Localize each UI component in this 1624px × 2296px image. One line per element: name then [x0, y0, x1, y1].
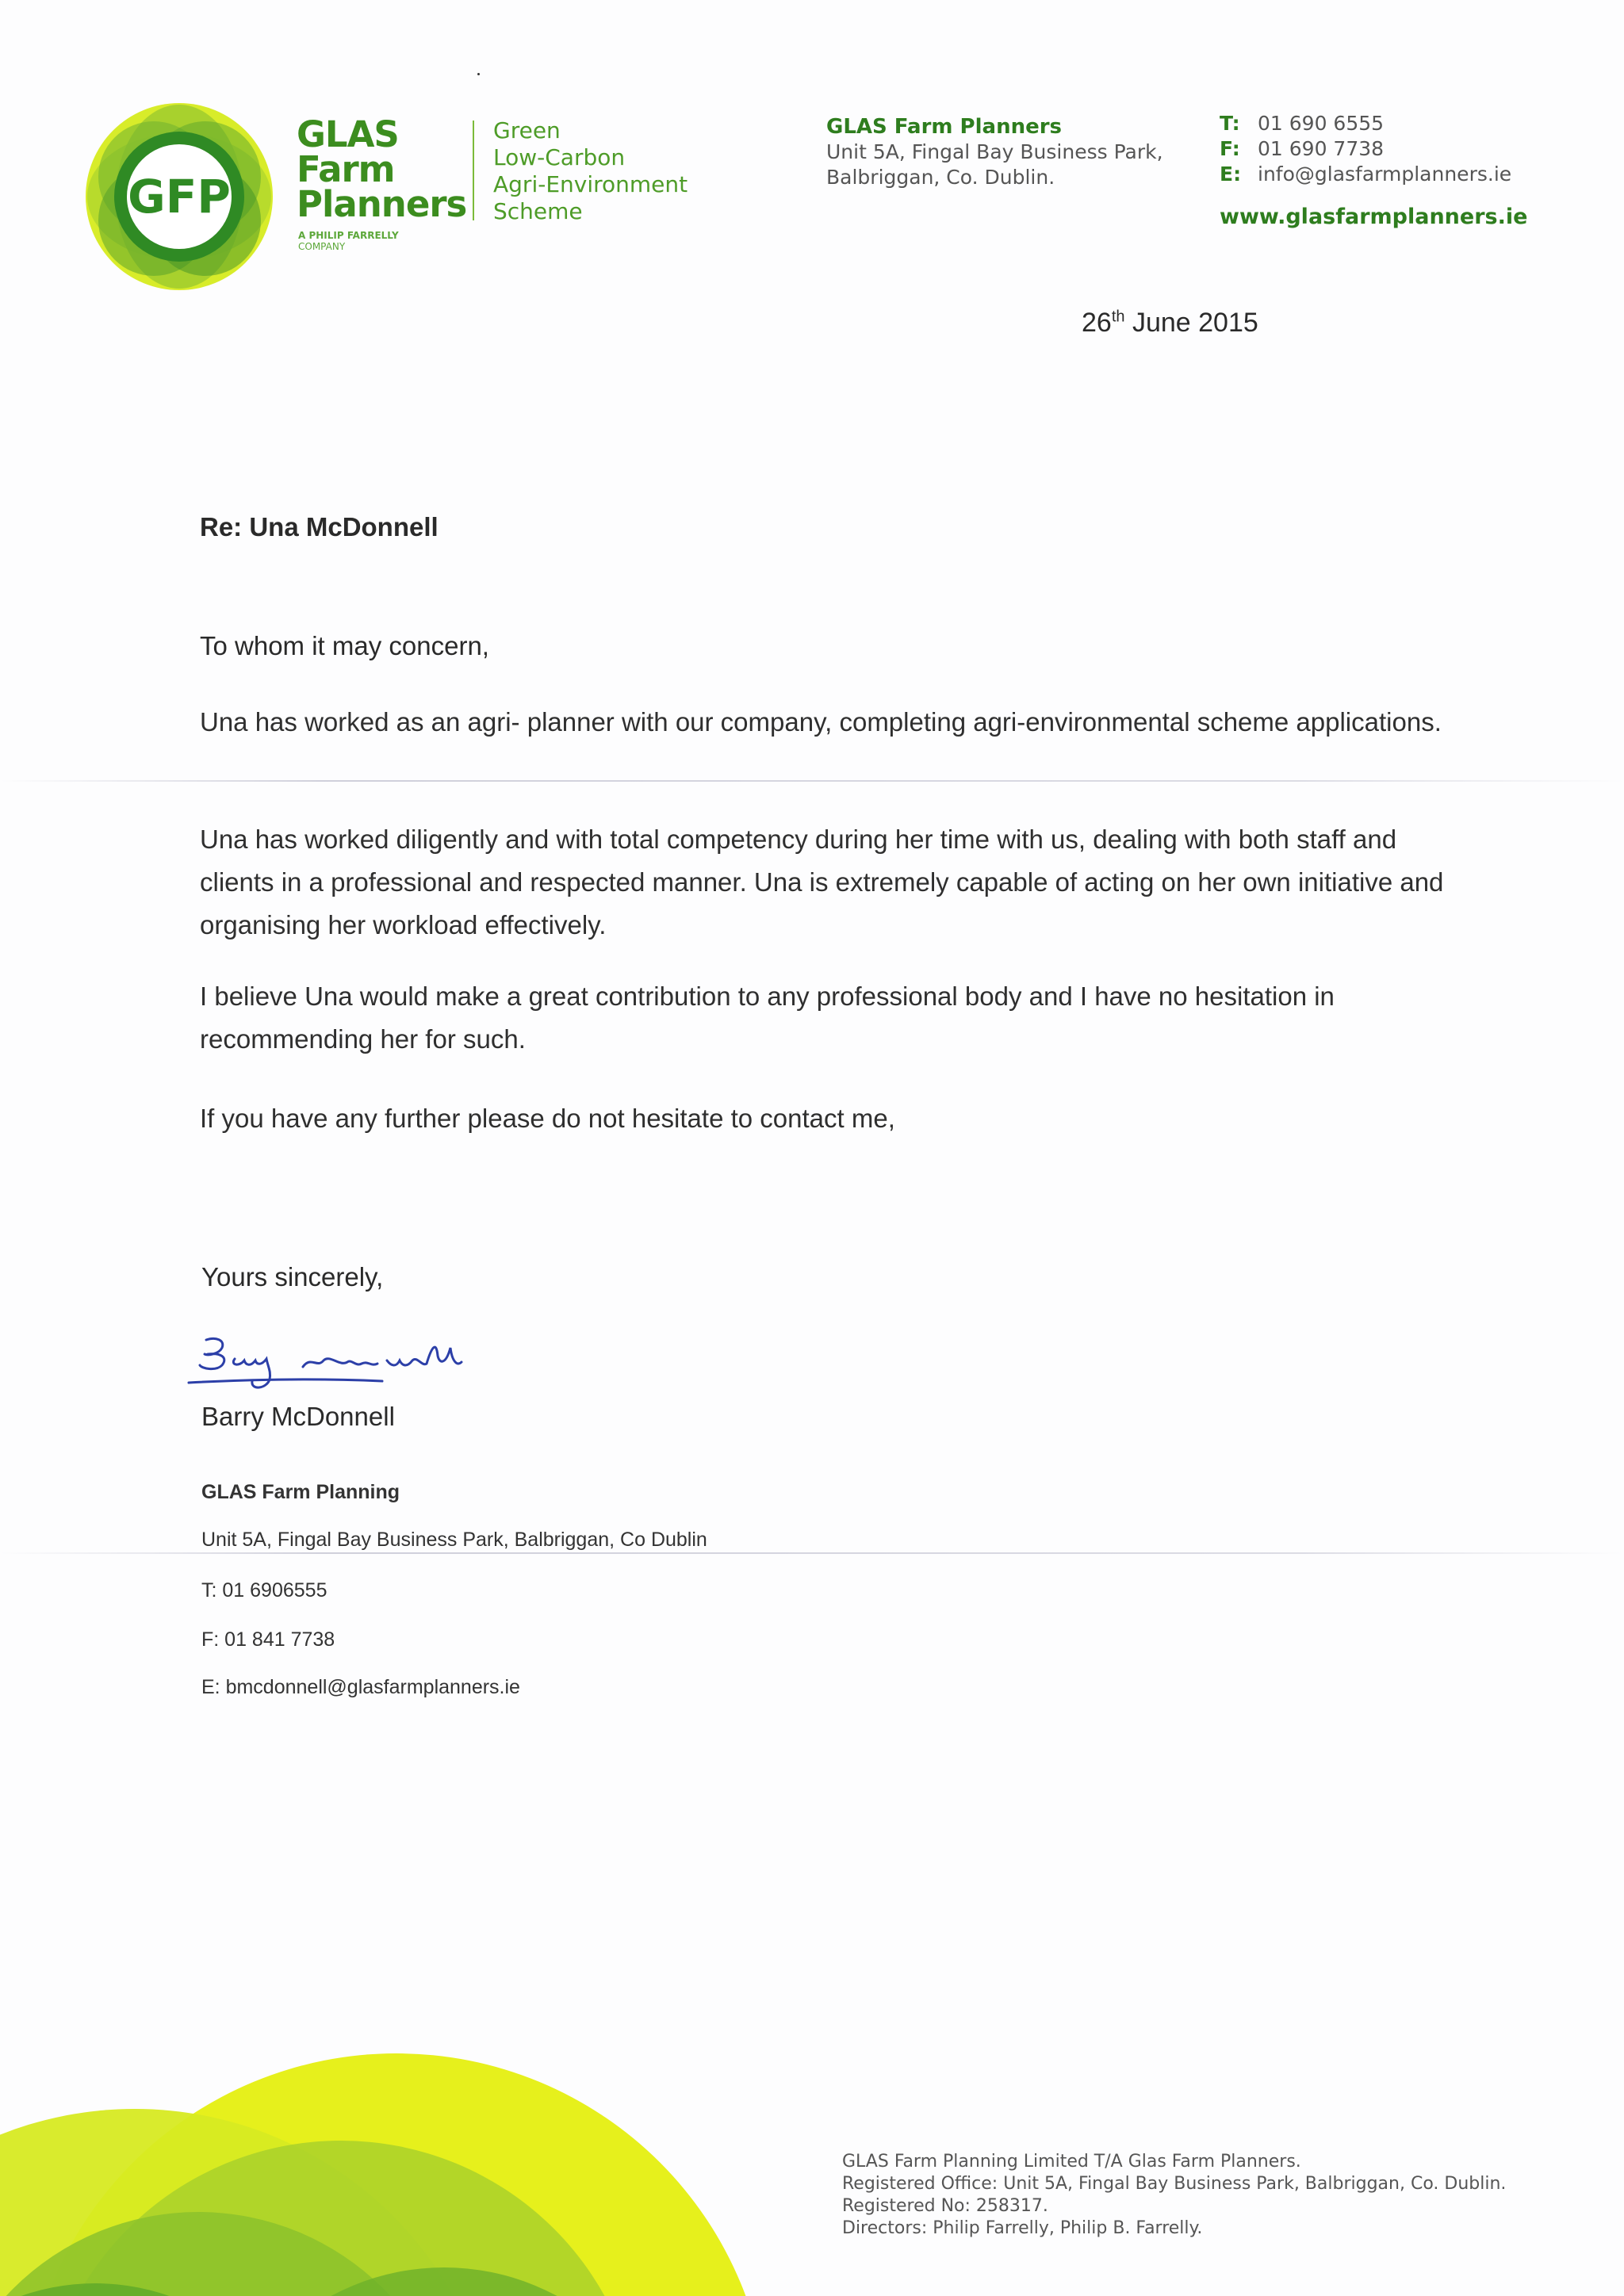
sig-email: E: bmcdonnell@glasfarmplanners.ie — [201, 1676, 520, 1698]
signature — [184, 1332, 533, 1411]
email-row — [1220, 162, 1511, 187]
email-value: info@glasfarmplanners.ie — [1258, 163, 1512, 186]
sig-address: Unit 5A, Fingal Bay Business Park, Balbriggan, Co Dublin — [201, 1529, 707, 1551]
sig-company: GLAS Farm Planning — [201, 1481, 400, 1503]
registry-line-2: Registered Office: Unit 5A, Fingal Bay Business Park, Balbriggan, Co. Dublin. — [842, 2174, 1507, 2194]
brand-line-3: Planners — [297, 183, 467, 225]
closing: Yours sincerely, — [201, 1262, 384, 1292]
email-label: E: — [1220, 163, 1242, 186]
date-suffix: th — [1111, 308, 1125, 326]
brand-line-2: Farm — [297, 148, 395, 190]
org-contact — [1220, 111, 1511, 187]
fold-line-lower — [0, 1552, 1624, 1554]
brand-subline — [298, 230, 399, 252]
phone-label: T: — [1220, 112, 1240, 135]
stray-mark — [477, 73, 480, 75]
logo-text: GFP — [128, 170, 231, 224]
scheme-line-3: Agri-Environment — [493, 171, 688, 197]
header-divider — [473, 121, 474, 220]
signer-name: Barry McDonnell — [201, 1402, 395, 1431]
gfp-logo — [82, 101, 276, 292]
date-rest: June 2015 — [1124, 308, 1258, 338]
fold-line-upper — [0, 780, 1624, 782]
fax-value: 01 690 7738 — [1258, 137, 1385, 160]
registry-line-4: Directors: Philip Farrelly, Philip B. Farrelly. — [842, 2218, 1203, 2238]
fax-row — [1220, 136, 1511, 162]
letter-date — [1082, 308, 1258, 339]
brand-name — [297, 113, 467, 225]
org-address-line-2: Balbriggan, Co. Dublin. — [826, 166, 1055, 189]
letter-subject: Re: Una McDonnell — [200, 512, 439, 541]
org-address-line-1: Unit 5A, Fingal Bay Business Park, — [826, 140, 1163, 163]
paragraph-2: Una has worked diligently and with total competency during her time with us, dealing with both staff and clients in a professional and respected manner. Una is extremely capable of acting on her own initiative and organising her workload effectively. — [200, 825, 1444, 939]
org-address — [826, 114, 1163, 190]
brand-sub-line-2: COMPANY — [298, 241, 346, 252]
scheme-line-4: Scheme — [493, 198, 583, 224]
fax-label: F: — [1220, 137, 1240, 160]
registry-info — [842, 2151, 1506, 2240]
brand-line-1: GLAS — [297, 113, 399, 155]
registry-line-1: GLAS Farm Planning Limited T/A Glas Farm Planners. — [842, 2152, 1301, 2172]
phone-value: 01 690 6555 — [1258, 112, 1385, 135]
paragraph-4: If you have any further please do not hesitate to contact me, — [200, 1104, 895, 1133]
footer-graphic — [0, 2030, 888, 2296]
paragraph-3: I believe Una would make a great contribution to any professional body and I have no hesitation in recommending her for such. — [200, 982, 1335, 1054]
registry-line-3: Registered No: 258317. — [842, 2196, 1048, 2216]
phone-row — [1220, 111, 1511, 136]
scheme-name — [493, 117, 688, 225]
org-name: GLAS Farm Planners — [826, 115, 1063, 139]
scheme-line-2: Low-Carbon — [493, 144, 626, 170]
website-link[interactable]: www.glasfarmplanners.ie — [1220, 205, 1528, 229]
sig-phone: T: 01 6906555 — [201, 1579, 327, 1601]
sig-fax: F: 01 841 7738 — [201, 1628, 335, 1651]
salutation: To whom it may concern, — [200, 631, 489, 660]
brand-sub-line-1: A PHILIP FARRELLY — [298, 230, 399, 241]
date-day: 26 — [1082, 308, 1112, 338]
scheme-line-1: Green — [493, 117, 561, 144]
paragraph-1: Una has worked as an agri- planner with our company, completing agri-environmental scheme applications. — [200, 707, 1442, 737]
